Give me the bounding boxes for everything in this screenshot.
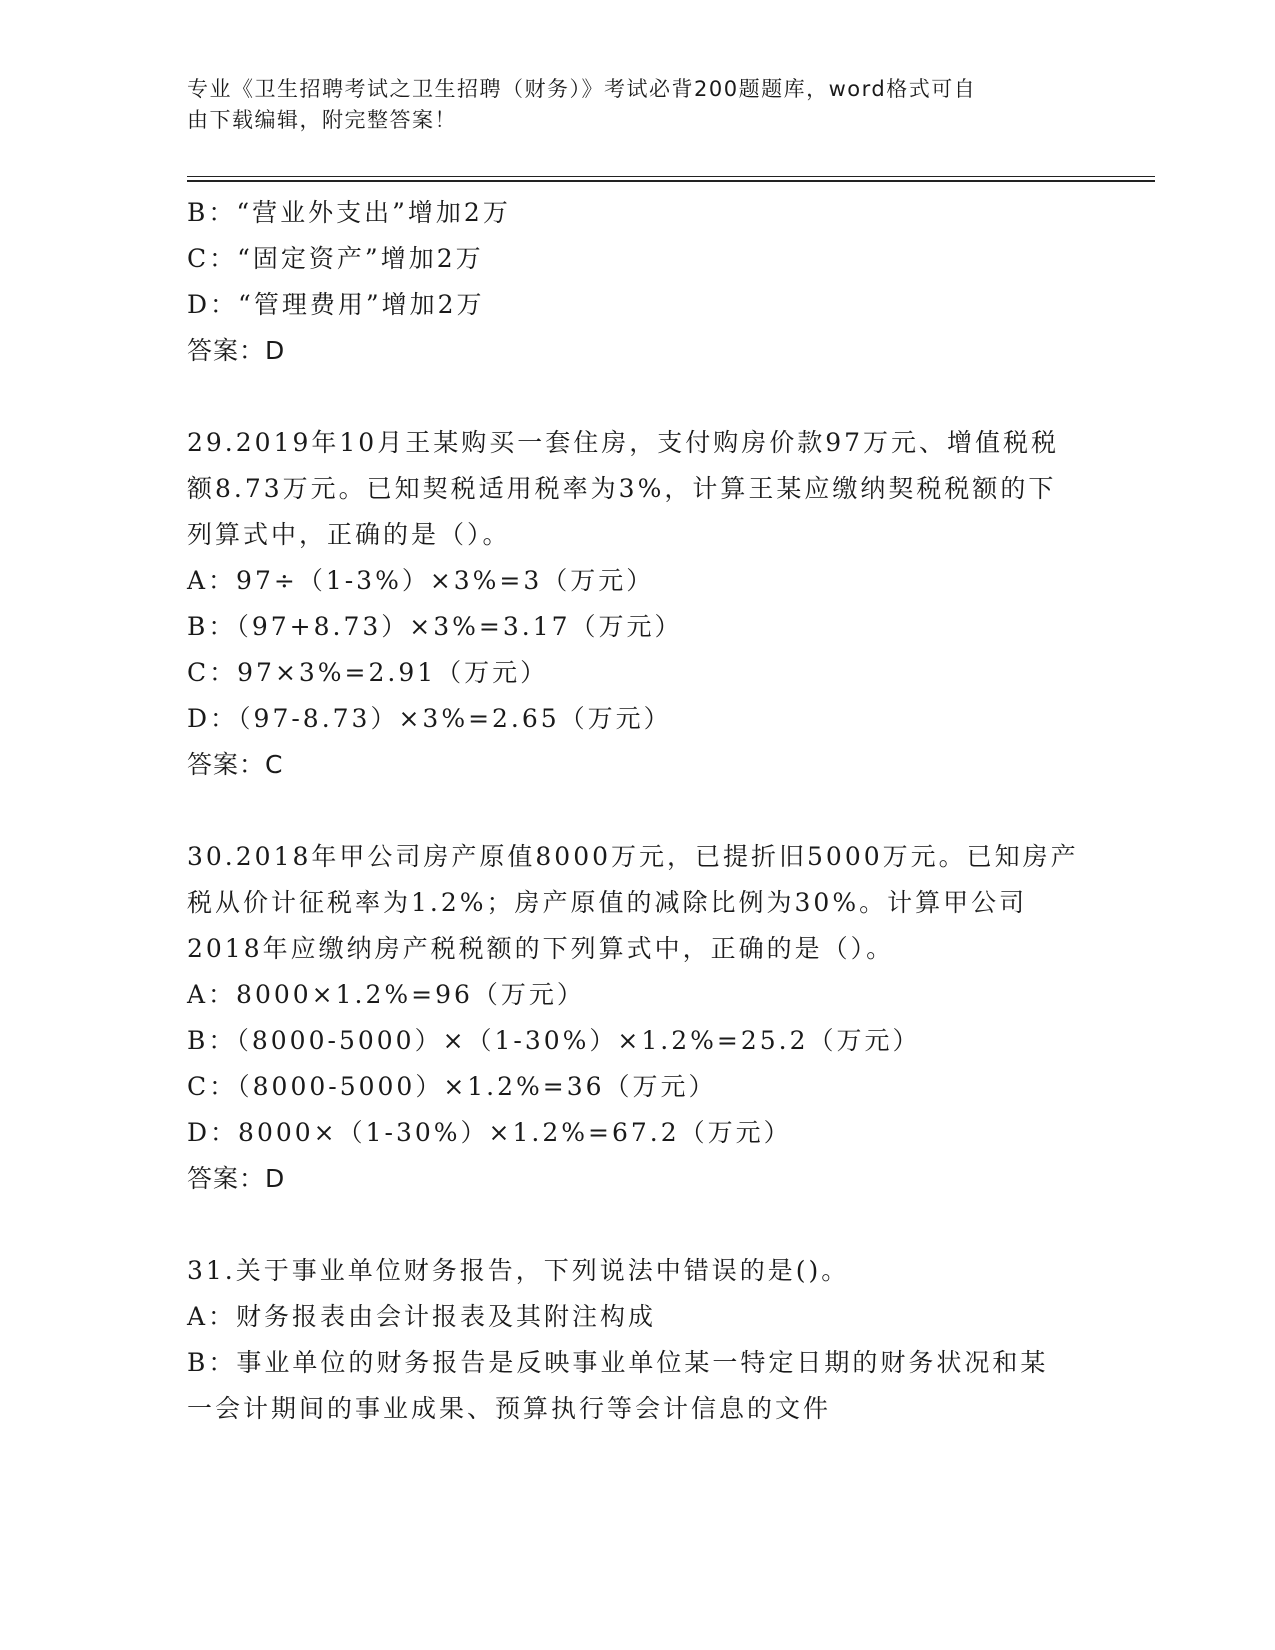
question-stem-line: 29.2019年10月王某购买一套住房，支付购房价款97万元、增值税税 <box>187 428 1060 457</box>
header-line-2: 由下载编辑，附完整答案！ <box>187 108 457 132</box>
question-stem-line: 额8.73万元。已知契税适用税率为3%，计算王某应缴纳契税税额的下 <box>187 474 1057 503</box>
spacer <box>187 1202 1087 1248</box>
answer: 答案：C <box>187 750 284 779</box>
document-header <box>187 74 1067 136</box>
question-28 <box>187 190 1087 374</box>
option-c: C：97×3%=2.91（万元） <box>187 658 549 687</box>
option-c: C：“固定资产”增加2万 <box>187 244 484 273</box>
answer: 答案：D <box>187 336 286 365</box>
header-rule-thick <box>187 180 1155 182</box>
option-b: B：（97+8.73）×3%=3.17（万元） <box>187 612 683 641</box>
question-stem-line: 列算式中，正确的是（）。 <box>187 520 511 549</box>
question-30 <box>187 834 1087 1202</box>
header-line-1: 专业《卫生招聘考试之卫生招聘（财务）》考试必背200题题库，word格式可自 <box>187 77 977 101</box>
option-b: B：（8000-5000）×（1-30%）×1.2%=25.2（万元） <box>187 1026 921 1055</box>
option-d: D：8000×（1-30%）×1.2%=67.2（万元） <box>187 1118 792 1147</box>
question-29 <box>187 420 1087 788</box>
header-rule-thin <box>187 176 1155 177</box>
option-d: D：（97-8.73）×3%=2.65（万元） <box>187 704 672 733</box>
spacer <box>187 788 1087 834</box>
question-31 <box>187 1248 1087 1432</box>
option-a: A：97÷（1-3%）×3%=3（万元） <box>187 566 655 595</box>
option-d: D：“管理费用”增加2万 <box>187 290 485 319</box>
option-b: B：“营业外支出”增加2万 <box>187 198 511 227</box>
answer: 答案：D <box>187 1164 286 1193</box>
option-c: C：（8000-5000）×1.2%=36（万元） <box>187 1072 717 1101</box>
question-stem-line: 30.2018年甲公司房产原值8000万元，已提折旧5000万元。已知房产 <box>187 842 1079 871</box>
question-stem-line: 税从价计征税率为1.2%；房产原值的减除比例为30%。计算甲公司 <box>187 888 1028 917</box>
spacer <box>187 374 1087 420</box>
question-stem-line: 31.关于事业单位财务报告，下列说法中错误的是()。 <box>187 1256 850 1285</box>
option-b-continued: 一会计期间的事业成果、预算执行等会计信息的文件 <box>187 1394 832 1423</box>
question-stem-line: 2018年应缴纳房产税税额的下列算式中，正确的是（）。 <box>187 934 895 963</box>
option-a: A：8000×1.2%=96（万元） <box>187 980 585 1009</box>
option-b: B：事业单位的财务报告是反映事业单位某一特定日期的财务状况和某 <box>187 1348 1049 1377</box>
option-a: A：财务报表由会计报表及其附注构成 <box>187 1302 657 1331</box>
question-content <box>187 190 1087 1432</box>
